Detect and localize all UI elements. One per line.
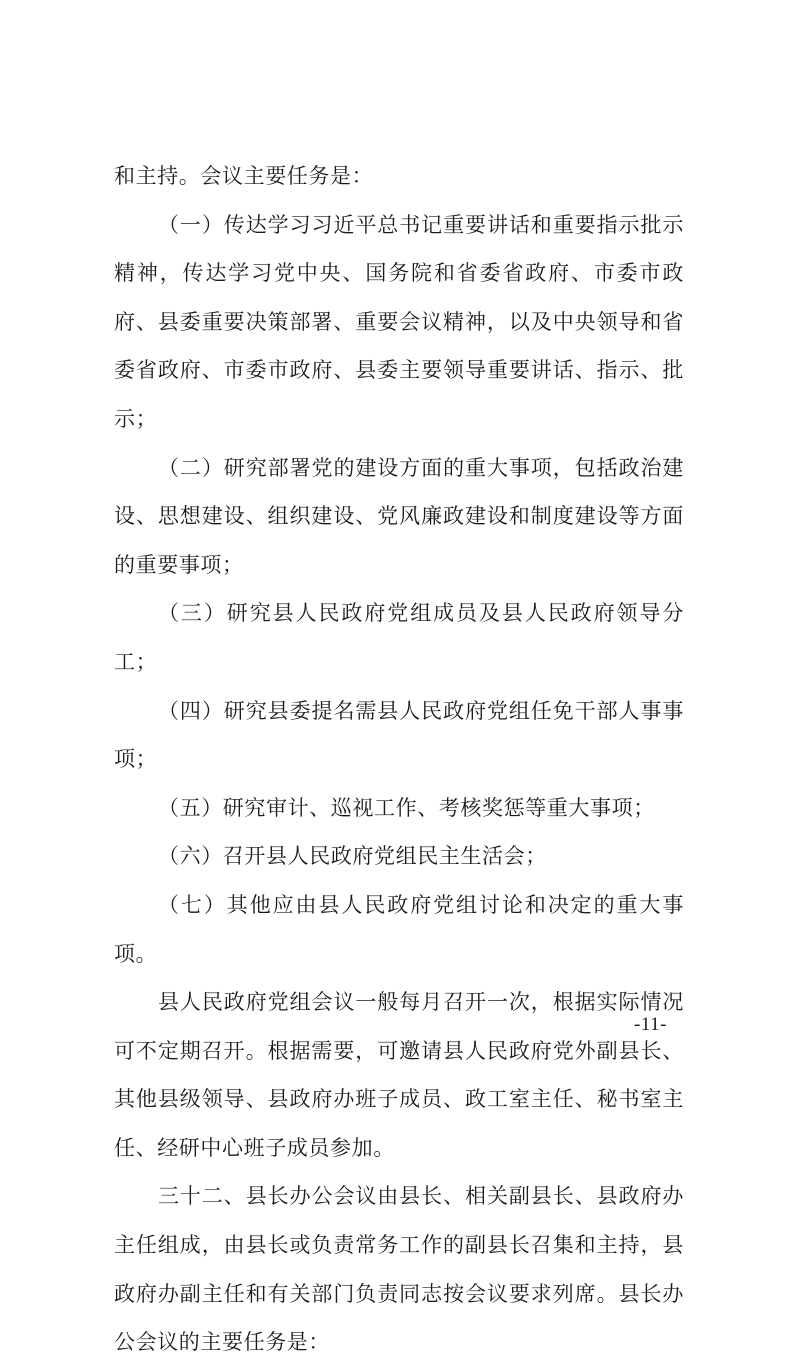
paragraph-item-3: （三）研究县人民政府党组成员及县人民政府领导分工； — [114, 601, 684, 674]
paragraph-item-1: （一）传达学习习近平总书记重要讲话和重要指示批示精神，传达学习党中央、国务院和省委省政府、市委市政府、县委重要决策部署、重要会议精神，以及中央领导和省委省政府、市委市政府、县委主要领导重要讲话、指示、批示； — [114, 212, 684, 431]
paragraph-item-4: （四）研究县委提名需县人民政府党组任免干部人事事项； — [114, 698, 684, 772]
paragraph-item-2: （二）研究部署党的建设方面的重大事项，包括政治建设、思想建设、组织建设、党风廉政建设和制度建设等方面的重要事项； — [114, 455, 684, 577]
paragraph-item-6: （六）召开县人民政府党组民主生活会； — [158, 844, 547, 869]
paragraph-item-5: （五）研究审计、巡视工作、考核奖惩等重大事项； — [158, 795, 655, 820]
paragraph-meeting-frequency: 县人民政府党组会议一般每月召开一次，根据实际情况可不定期召开。根据需要，可邀请县人民政府党外副县长、其他县级领导、县政府办班子成员、政工室主任、秘书室主任、经研中心班子成员参加。 — [114, 990, 684, 1160]
body-text — [114, 152, 684, 1367]
page-number: -11- — [634, 1014, 667, 1035]
paragraph-article-32: 三十二、县长办公会议由县长、相关副县长、县政府办主任组成，由县长或负责常务工作的副县长召集和主持，县政府办副主任和有关部门负责同志按会议要求列席。县长办公会议的主要任务是： — [114, 1184, 684, 1355]
paragraph-item-7: （七）其他应由县人民政府党组讨论和决定的重大事项。 — [114, 892, 684, 966]
paragraph-continuation: 和主持。会议主要任务是： — [114, 164, 374, 188]
